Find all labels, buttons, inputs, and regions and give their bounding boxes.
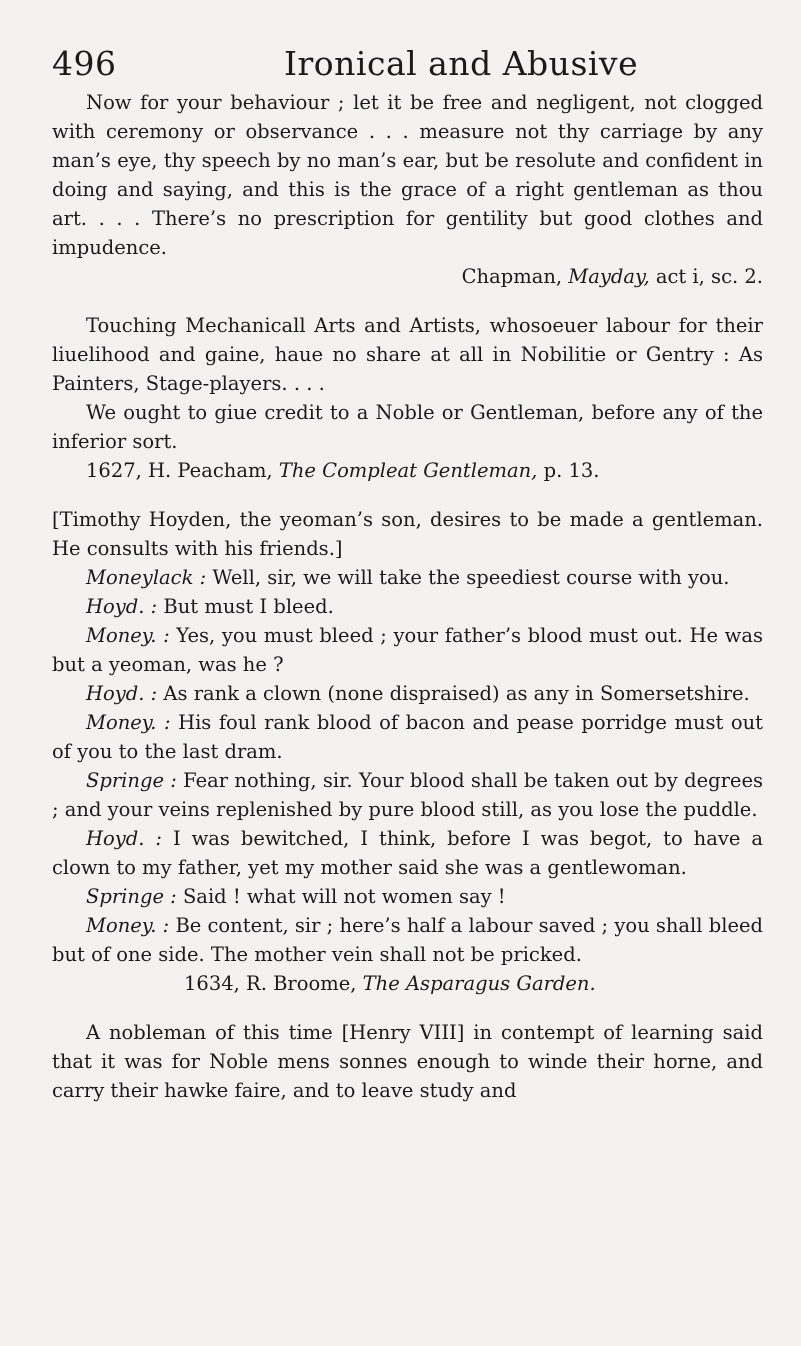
peacham-citation — [52, 456, 763, 485]
cite-location: p. 13. — [543, 459, 600, 482]
speaker: Hoyd. : — [86, 682, 158, 705]
chapman-citation — [52, 262, 763, 291]
speaker: Springe : — [86, 885, 177, 908]
speech — [52, 911, 763, 969]
speech-text: But must I bleed. — [163, 595, 334, 618]
speech-text: Be content, sir ; here’s half a labour saved ; you shall bleed but of one side. The mother vein shall not be pricked. — [52, 914, 764, 966]
speech — [52, 882, 763, 911]
speech-text: Well, sir, we will take the speediest course with you. — [212, 566, 730, 589]
speech — [52, 621, 763, 679]
cite-work: Mayday, — [568, 265, 650, 288]
speech-text: Said ! what will not women say ! — [182, 885, 506, 908]
cite-work: The Asparagus Garden. — [362, 972, 596, 995]
speech — [52, 766, 763, 824]
speech — [52, 679, 763, 708]
dialogue — [52, 563, 763, 969]
speech — [52, 824, 763, 882]
speech-text: His foul rank blood of bacon and pease porridge must out of you to the last dram. — [52, 711, 764, 763]
broome-intro: [Timothy Hoyden, the yeoman’s son, desires to be made a gentleman. He consults with his friends.] — [52, 508, 763, 560]
speaker: Money. : — [86, 624, 170, 647]
speech — [52, 592, 763, 621]
speech-text: Yes, you must bleed ; your father’s blood must out. He was but a yeoman, was he ? — [52, 624, 763, 676]
broome-citation — [52, 969, 763, 998]
cite-work: The Compleat Gentleman, — [278, 459, 538, 482]
speaker: Springe : — [86, 769, 177, 792]
speaker: Hoyd. : — [86, 595, 158, 618]
speech — [52, 563, 763, 592]
speaker: Hoyd. : — [86, 827, 162, 850]
speech — [52, 708, 763, 766]
speech-text: As rank a clown (none dispraised) as any in Somersetshire. — [163, 682, 750, 705]
chapman-quote: Now for your behaviour ; let it be free and negligent, not clogged with ceremony or observance . . . measure not thy carriage by any man’s eye, thy speech by no man’s ear, but be resolute and confident in doing and saying, and this is the grace of a right gentleman as thou art. . . . There’s no prescription for gentility but good clothes and impudence. — [52, 91, 763, 259]
final-paragraph: A nobleman of this time [Henry VIII] in contempt of learning said that it was for Noble mens sonnes enough to winde their horne, and carry their hawke faire, and to leave study and — [52, 1021, 763, 1102]
speaker: Money. : — [86, 914, 170, 937]
speaker: Moneylack : — [86, 566, 207, 589]
speech-text: Fear nothing, sir. Your blood shall be taken out by degrees ; and your veins replenished by pure blood still, as you lose the puddle. — [52, 769, 764, 821]
cite-author: 1634, R. Broome, — [184, 972, 357, 995]
peacham-paragraph-1: Touching Mechanicall Arts and Artists, whosoeuer labour for their liuelihood and gaine, haue no share at all in Nobilitie or Gentry : As Painters, Stage-players. . . . — [52, 314, 763, 395]
page-number: 496 — [52, 44, 117, 83]
running-title: Ironical and Abusive — [284, 44, 639, 83]
page-header — [52, 0, 763, 88]
cite-location: act i, sc. 2. — [655, 265, 763, 288]
speech-text: I was bewitched, I think, before I was begot, to have a clown to my father, yet my mother said she was a gentlewoman. — [52, 827, 764, 879]
speaker: Money. : — [86, 711, 171, 734]
cite-author: 1627, H. Peacham, — [86, 459, 273, 482]
peacham-paragraph-2: We ought to giue credit to a Noble or Gentleman, before any of the inferior sort. — [52, 401, 763, 453]
cite-author: Chapman, — [461, 265, 563, 288]
